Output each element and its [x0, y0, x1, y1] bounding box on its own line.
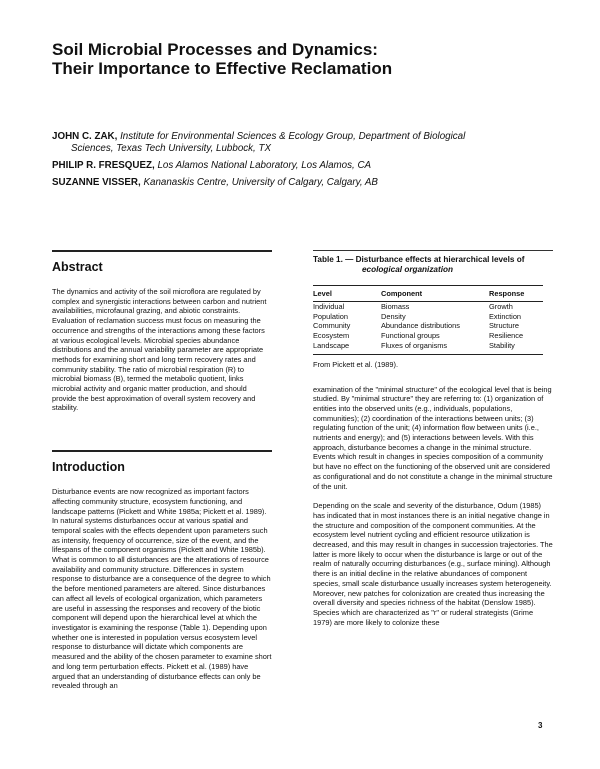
- table-cell: Fluxes of organisms: [381, 341, 489, 354]
- body-paragraph: examination of the "minimal structure" of the ecological level that is being studied. By "minimal structure" they are referring to: (1) organization of entities into the observed units (e.g., individuals, populations, communities); (2) coordination of the interactions between units; (3) regulating function of the unit; (4) information flow between units (i.e., nutrients and energy); and (5) interactions between levels. With this approach, disturbance becomes a change in the minimal structure. Events which result in changes in species composition of a community but have no effect on the functioning of the observed unit are considered as configurational and do not constitute a change in the minimal structure of the unit.: [313, 384, 553, 491]
- table-row: [313, 302, 543, 312]
- table-cell: Resilience: [489, 331, 524, 341]
- table-cell: Extinction: [489, 311, 522, 321]
- author-affiliation: Kananaskis Centre, University of Calgary, Calgary, AB: [143, 177, 378, 188]
- left-column: [52, 250, 272, 691]
- author-entry: [52, 131, 552, 155]
- author-entry: [52, 177, 552, 189]
- table-row: [313, 312, 543, 322]
- table-cell: Stability: [489, 341, 543, 354]
- table-header-component: Component: [381, 286, 489, 302]
- introduction-text: Disturbance events are now recognized as important factors affecting community structure, ecosystem functioning, and landscape patterns (Pickett and White 1985a; Pickett et al. 1989). In natural systems disturbances occur at various spatial and temporal scales with the effects dependent upon parameters such as intensity, frequency of occurrence, size of the event, and the lifespans of the component organisms (Pickett and White 1985b). What is common to all disturbances are the alterations of resource availability and community structure. Differences in system response to disturbance are a consequence of the degree to which the before mentioned parameters are altered. Since disturbances can affect all levels of ecological organization, which parameters are useful in assessing the responses and recovery of the biotic component will depend upon the hierarchical level at which the investigator is examining the response (Table 1). Depending upon whether one is interested in population versus ecosystem level response to disturbance will dictate which components are measured and the ability of the chosen parameter to examine short and long term perturbation effects. Pickett et al. (1989) have argued that an understanding of disturbance effects can only be revealed through an: [52, 487, 272, 691]
- table-cell: Biomass: [381, 302, 410, 311]
- author-affiliation-cont: Sciences, Texas Tech University, Lubbock, TX: [71, 143, 272, 154]
- table-caption-sub: ecological organization: [362, 265, 453, 274]
- table-caption-main: Table 1. — Disturbance effects at hierarchical levels of: [313, 255, 525, 264]
- body-paragraph: Depending on the scale and severity of the disturbance, Odum (1985) has indicated that in most instances there is an initial negative change in the structure and composition of the component communities. At the ecosystem level nutrient cycling and efficient resource utilization is decreased, and this may result in changes in succession trajectories. The latter is more likely to occur when the disturbance is large or out of the realm of naturally occurring disturbances (e.g., surface mining). Although there is an initial decline in the relative abundances of component species, small scale disturbance usually increases system heterogeneity. Moreover, new patches for colonization are created thus increasing the overall diversity and species richness of the habitat (Denslow 1985). Species which are characterized as "r" or ruderal strategists (Grime 1979) are more likely to colonize these: [313, 501, 553, 627]
- author-entry: [52, 160, 552, 172]
- author-name: SUZANNE VISSER,: [52, 177, 141, 188]
- abstract-heading: Abstract: [52, 260, 103, 274]
- table-cell: Ecosystem: [313, 331, 350, 341]
- table-cell: Landscape: [313, 341, 381, 354]
- disturbance-table: [313, 285, 543, 355]
- table-row: [313, 321, 543, 331]
- table-source-note: From Pickett et al. (1989).: [313, 359, 399, 369]
- table-header-level: Level: [313, 286, 381, 302]
- table-cell: Density: [381, 311, 406, 321]
- table-row: [313, 331, 543, 341]
- title-line-1: Soil Microbial Processes and Dynamics:: [52, 40, 378, 59]
- table-cell: Individual: [313, 302, 345, 311]
- title-line-2: Their Importance to Effective Reclamation: [52, 59, 393, 78]
- author-list: [52, 131, 552, 194]
- author-name: JOHN C. ZAK,: [52, 131, 118, 142]
- page-number: 3: [538, 721, 543, 730]
- table-cell: Growth: [489, 302, 513, 311]
- table-cell: Community: [313, 321, 351, 331]
- paper-title: [52, 40, 552, 78]
- table-caption: [313, 251, 553, 275]
- table-cell: Population: [313, 311, 348, 321]
- table-row: [313, 341, 543, 354]
- table-header-response: Response: [489, 286, 543, 302]
- table-header-row: [313, 286, 543, 302]
- table-cell: Structure: [489, 321, 519, 331]
- table-cell: Abundance distributions: [381, 321, 460, 331]
- author-name: PHILIP R. FRESQUEZ,: [52, 160, 155, 171]
- table-cell: Functional groups: [381, 331, 440, 341]
- author-affiliation: Institute for Environmental Sciences & Ecology Group, Department of Biological: [120, 131, 466, 142]
- introduction-heading: Introduction: [52, 460, 125, 475]
- abstract-text: The dynamics and activity of the soil microflora are regulated by complex and synergistic interactions between carbon and nutrient availabilities, microfaunal grazing, and abiotic constraints. Evaluation of reclamation success must focus on measuring the occurrence and strengths of the interactions among these factors at various ecological levels. Microbial species abundance distributions and the annual variability parameter are appropriate methods for examining short and long term recovery rates and community stability. The ratio of microbial respiration (R) to microbial biomass (B), termed the metabolic quotient, links microbial activity and organic matter production, and should provide the best approximation of overall system recovery and stability.: [52, 287, 267, 413]
- right-column: [313, 250, 553, 627]
- author-affiliation: Los Alamos National Laboratory, Los Alamos, CA: [157, 160, 372, 171]
